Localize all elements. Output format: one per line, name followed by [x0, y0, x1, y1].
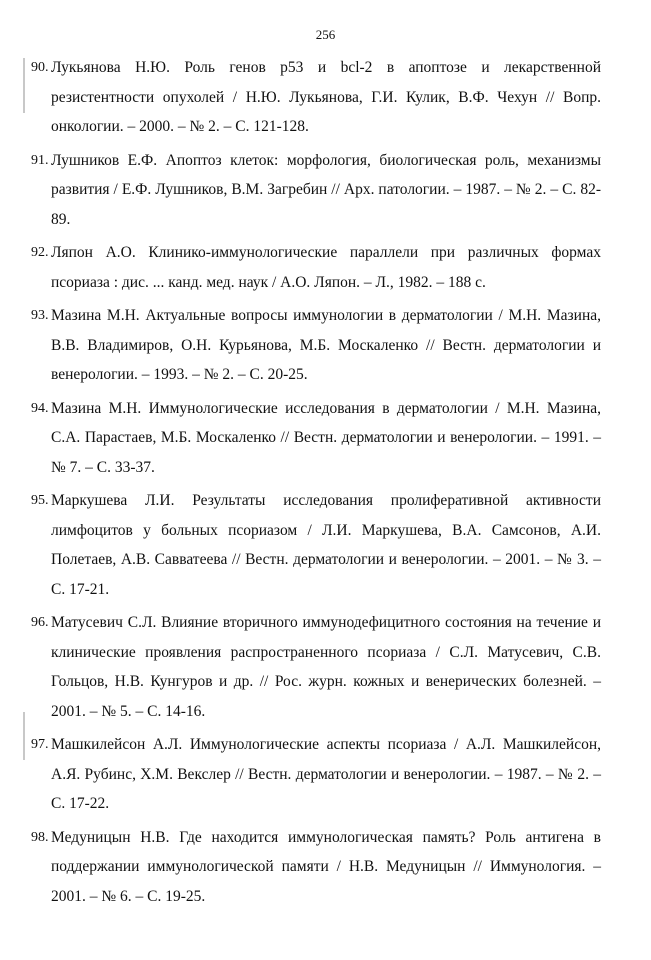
reference-text: Лукьянова Н.Ю. Роль генов p53 и bcl-2 в апоптозе и лекарственной резистентности опухолей / Н.Ю. Лукьянова, Г.И. Кулик, В.Ф. Чехун // Вопр. онкологии. – 2000. – № 2. – С. 121-128.	[51, 59, 601, 135]
reference-number: 97.	[31, 737, 49, 752]
reference-number: 90.	[31, 60, 49, 75]
reference-text: Мазина М.Н. Актуальные вопросы иммунологии в дерматологии / М.Н. Мазина, В.В. Владимиров, О.Н. Курьянова, М.Б. Москаленко // Вестн. дерматологии и венерологии. – 1993. – № 2. – С. 20-25.	[51, 307, 601, 383]
reference-item	[31, 730, 601, 819]
reference-number: 96.	[31, 615, 49, 630]
scan-margin-mark	[23, 712, 25, 760]
scan-margin-mark	[23, 58, 25, 113]
reference-text: Машкилейсон А.Л. Иммунологические аспекты псориаза / А.Л. Машкилейсон, А.Я. Рубинс, Х.М. Векслер // Вестн. дерматологии и венерологии. – 1987. – № 2. – С. 17-22.	[51, 736, 601, 812]
reference-number: 94.	[31, 400, 49, 416]
reference-item	[31, 301, 601, 390]
reference-text: Матусевич С.Л. Влияние вторичного иммунодефицитного состояния на течение и клинические проявления распространенного псориаза / С.Л. Матусевич, С.В. Гольцов, Н.В. Кунгуров и др. // Рос. журн. кожных и венерических болезней. – 2001. – № 5. – С. 14-16.	[51, 614, 601, 720]
page-number: 256	[315, 27, 336, 42]
reference-number: 95.	[31, 493, 49, 508]
reference-item	[31, 53, 601, 142]
reference-item	[31, 608, 601, 726]
reference-text: Лушников Е.Ф. Апоптоз клеток: морфология, биологическая роль, механизмы развития / Е.Ф. Лушников, В.М. Загребин // Арх. патологии. – 1987. – № 2. – С. 82-89.	[51, 151, 601, 228]
reference-item	[31, 394, 601, 483]
reference-number: 91.	[31, 152, 49, 168]
reference-item	[31, 146, 601, 235]
reference-item	[31, 486, 601, 604]
reference-number: 93.	[31, 308, 49, 323]
reference-text: Маркушева Л.И. Результаты исследования пролиферативной активности лимфоцитов у больных псориазом / Л.И. Маркушева, В.А. Самсонов, А.И. Полетаев, А.В. Савватеева // Вестн. дерматологии и венерологии. – 2001. – № 3. – С. 17-21.	[51, 492, 601, 598]
reference-text: Мазина М.Н. Иммунологические исследования в дерматологии / М.Н. Мазина, С.А. Парастаев, М.Б. Москаленко // Вестн. дерматологии и венерологии. – 1991. – № 7. – С. 33-37.	[51, 399, 601, 476]
reference-item	[31, 238, 601, 297]
reference-item	[31, 823, 601, 912]
reference-number: 92.	[31, 245, 49, 260]
reference-list	[31, 53, 601, 915]
reference-text: Медуницын Н.В. Где находится иммунологическая память? Роль антигена в поддержании иммунологической памяти / Н.В. Медуницын // Иммунология. – 2001. – № 6. – С. 19-25.	[51, 828, 601, 905]
reference-number: 98.	[31, 829, 49, 845]
reference-text: Ляпон А.О. Клинико-иммунологические параллели при различных формах псориаза : дис. ... канд. мед. наук / А.О. Ляпон. – Л., 1982. – 188 с.	[51, 244, 601, 291]
